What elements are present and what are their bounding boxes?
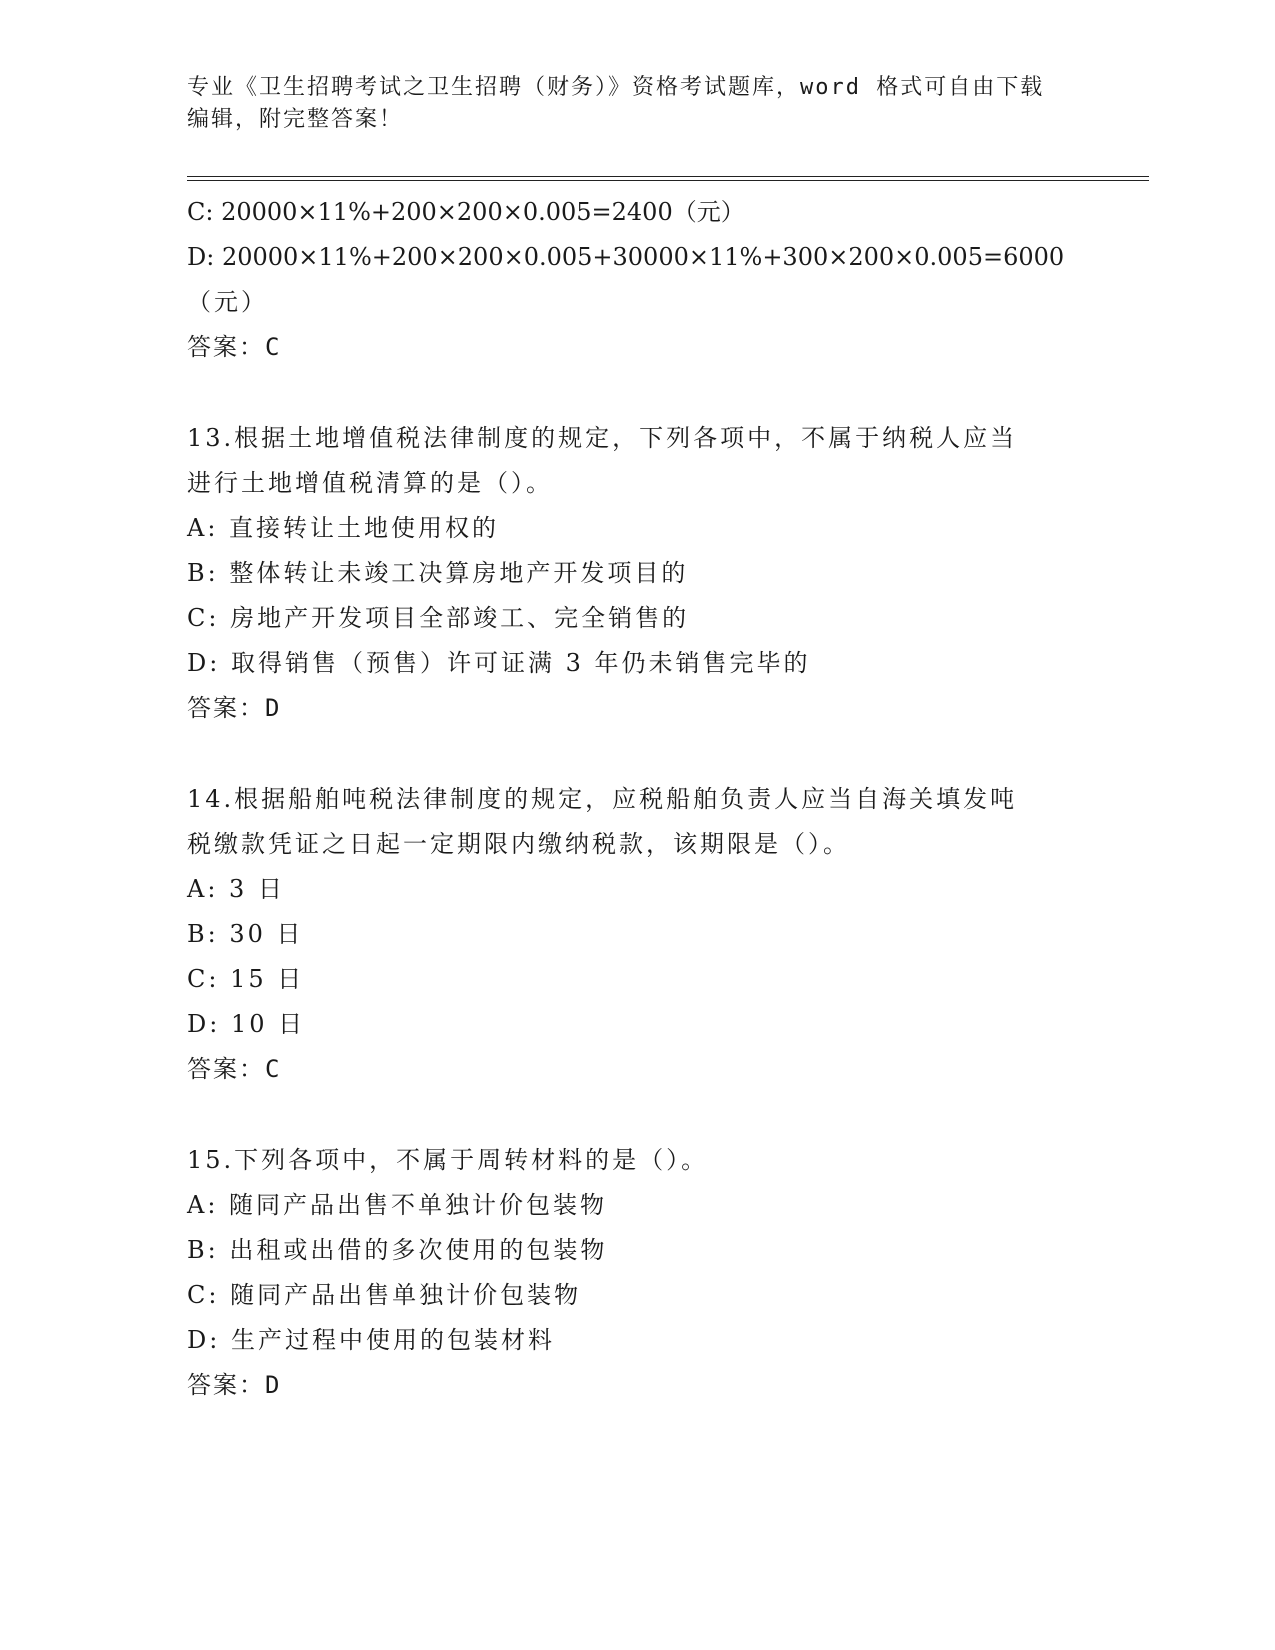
option-a: A: 直接转让土地使用权的 xyxy=(187,514,500,542)
question-stem-continued: 进行土地增值税清算的是（）。 xyxy=(187,469,553,497)
header-line-2: 编辑，附完整答案！ xyxy=(187,107,404,132)
answer-label: 答案：D xyxy=(187,1371,282,1399)
question-stem: 15.下列各项中，不属于周转材料的是（）。 xyxy=(187,1146,709,1174)
option-d-continued: （元） xyxy=(187,288,268,316)
question-list xyxy=(187,190,1087,1408)
answer-label: 答案：C xyxy=(187,333,282,361)
option-d: D: 取得销售（预售）许可证满 3 年仍未销售完毕的 xyxy=(187,649,811,677)
question-15 xyxy=(187,1138,1087,1408)
option-b: B: 整体转让未竣工决算房地产开发项目的 xyxy=(187,559,689,587)
header-line-1: 专业《卫生招聘考试之卫生招聘（财务）》资格考试题库，word 格式可自由下载 xyxy=(187,75,1045,100)
option-c: C: 20000×11%+200×200×0.005=2400（元） xyxy=(187,198,745,226)
option-a: A: 随同产品出售不单独计价包装物 xyxy=(187,1191,608,1219)
question-stem: 13.根据土地增值税法律制度的规定，下列各项中，不属于纳税人应当 xyxy=(187,424,1018,452)
question-stem: 14.根据船舶吨税法律制度的规定，应税船舶负责人应当自海关填发吨 xyxy=(187,785,1018,813)
document-header xyxy=(187,72,1067,136)
option-d: D: 20000×11%+200×200×0.005+30000×11%+300×200×0.005=6000 xyxy=(187,243,1065,271)
question-13 xyxy=(187,416,1087,731)
answer-label: 答案：C xyxy=(187,1055,282,1083)
question-stem-continued: 税缴款凭证之日起一定期限内缴纳税款，该期限是（）。 xyxy=(187,830,850,858)
answer-label: 答案：D xyxy=(187,694,282,722)
question-14 xyxy=(187,777,1087,1092)
option-c: C: 房地产开发项目全部竣工、完全销售的 xyxy=(187,604,690,632)
option-d: D: 10 日 xyxy=(187,1010,306,1038)
previous-question-tail xyxy=(187,190,1087,370)
option-b: B: 出租或出借的多次使用的包装物 xyxy=(187,1236,608,1264)
option-a: A: 3 日 xyxy=(187,875,285,903)
option-d: D: 生产过程中使用的包装材料 xyxy=(187,1326,555,1354)
option-c: C: 15 日 xyxy=(187,965,305,993)
option-b: B: 30 日 xyxy=(187,920,304,948)
option-c: C: 随同产品出售单独计价包装物 xyxy=(187,1281,582,1309)
header-divider xyxy=(187,176,1149,181)
